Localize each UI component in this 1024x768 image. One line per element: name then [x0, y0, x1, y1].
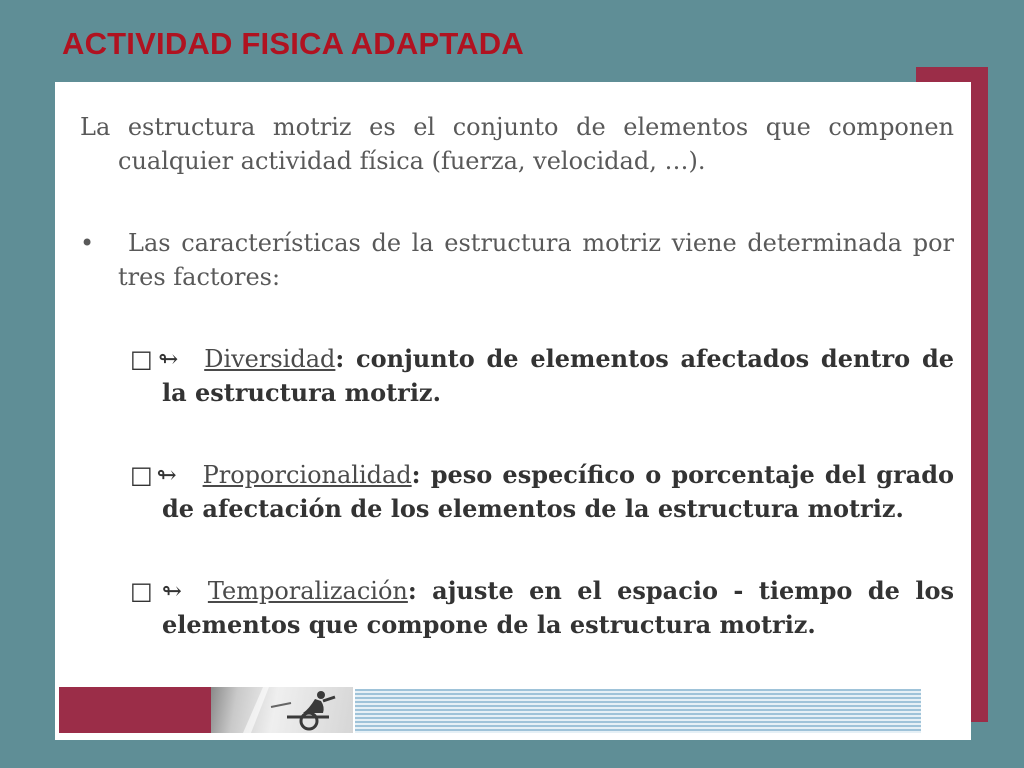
factor-definition: : ajuste en el espacio - tiempo de los elementos que compone de la estructura motriz.: [162, 576, 954, 639]
checkbox-arrow-icon: □↬: [130, 345, 181, 373]
content-panel: [55, 82, 971, 740]
factor-item-diversidad: [130, 342, 954, 410]
footer-red-block: [59, 687, 211, 733]
bullet-icon: •: [80, 229, 95, 257]
factor-definition: : conjunto de elementos afectados dentro de la estructura motriz.: [162, 344, 954, 407]
body-text: [80, 110, 954, 642]
footer-lines: [355, 689, 921, 733]
factor-item-temporalizacion: [130, 574, 954, 642]
slide-title: ACTIVIDAD FISICA ADAPTADA: [62, 26, 524, 61]
factor-item-proporcionalidad: [130, 458, 954, 526]
factor-term: Diversidad: [204, 345, 336, 373]
footer-strip: [59, 687, 921, 733]
checkbox-arrow-icon: □↬: [130, 461, 179, 489]
intro-paragraph: La estructura motriz es el conjunto de elementos que componen cualquier actividad física (fuerza, velocidad, …).: [80, 113, 954, 175]
checkbox-arrow-icon: □↬: [130, 577, 184, 605]
factor-term: Proporcionalidad: [202, 461, 412, 489]
bullet-paragraph: [80, 226, 954, 294]
wheelchair-athlete-icon: [211, 687, 353, 733]
footer-photo: [211, 687, 353, 733]
factor-term: Temporalización: [207, 577, 408, 605]
factor-definition: : peso específico o porcentaje del grado de afectación de los elementos de la estructura motriz.: [162, 460, 954, 523]
bullet-text: Las características de la estructura motriz viene determinada por tres factores:: [118, 229, 954, 291]
